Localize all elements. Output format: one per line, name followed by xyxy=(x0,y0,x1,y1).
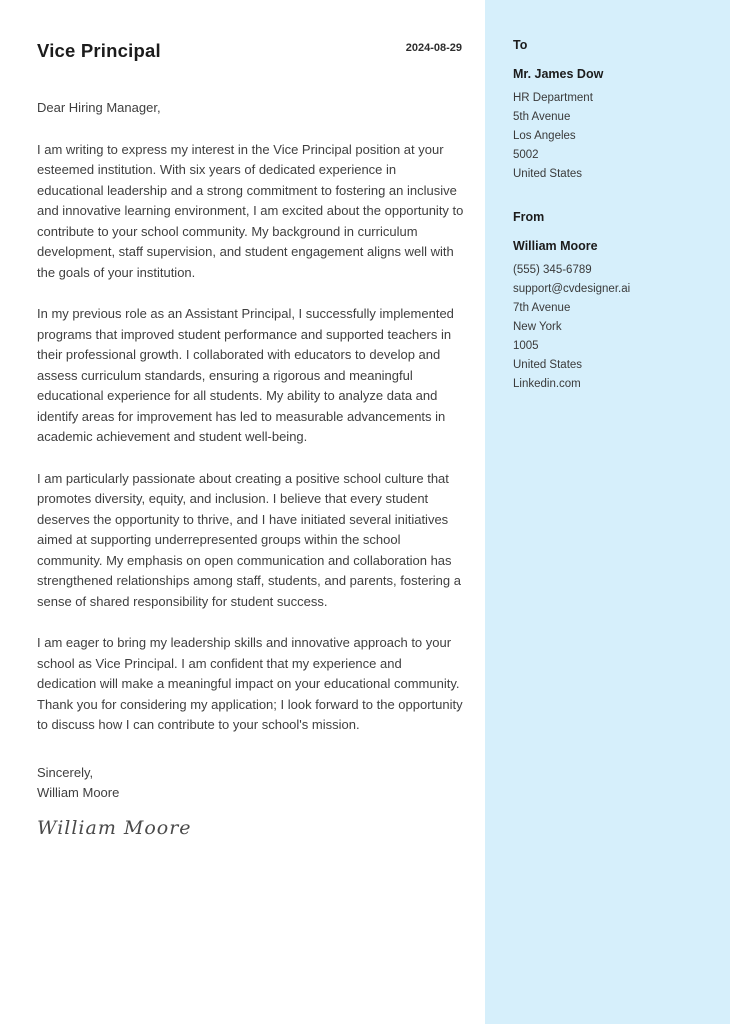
contact-sidebar xyxy=(485,0,730,1024)
recipient-country: United States xyxy=(513,168,583,180)
sender-country: United States xyxy=(513,359,583,371)
closing-sender-name: William Moore xyxy=(37,785,120,800)
recipient-name: Mr. James Dow xyxy=(513,67,604,81)
recipient-street: 5th Avenue xyxy=(513,111,571,123)
closing-block xyxy=(37,763,462,804)
letter-paragraph: In my previous role as an Assistant Principal, I successfully implemented programs that improved student performance and supported teachers in their professional growth. I collaborated with educators to develop and assess curriculum standards, ensuring a rigorous and meaningful educational experience for all students. My ability to analyze data and identify areas for improvement has led to measurable advancements in academic achievement and student well-being. xyxy=(37,306,454,444)
handwritten-signature: William Moore xyxy=(37,816,192,839)
sender-name: William Moore xyxy=(513,239,598,253)
from-section-label: From xyxy=(513,210,545,224)
sender-phone: (555) 345-6789 xyxy=(513,264,592,276)
recipient-section xyxy=(513,38,712,184)
sender-email: support@cvdesigner.ai xyxy=(513,283,631,295)
closing-phrase: Sincerely, xyxy=(37,764,94,780)
sender-linkedin: Linkedin.com xyxy=(513,378,581,390)
sender-street: 7th Avenue xyxy=(513,302,571,314)
recipient-zip: 5002 xyxy=(513,149,539,161)
sender-section xyxy=(513,210,712,394)
salutation: Dear Hiring Manager, xyxy=(37,100,161,115)
recipient-department: HR Department xyxy=(513,92,593,104)
letter-paragraph: I am writing to express my interest in the Vice Principal position at your esteemed institution. With six years of dedicated experience in educational leadership and a strong commitment to fostering an inclusive and innovative learning environment, I am excited about the opportunity to contribute to your school community. My background in curriculum development, staff supervision, and student engagement aligns well with the goals of your institution. xyxy=(37,141,464,280)
recipient-city: Los Angeles xyxy=(513,130,576,142)
letter-header xyxy=(37,36,462,62)
sender-city: New York xyxy=(513,321,562,333)
letter-title: Vice Principal xyxy=(37,40,161,61)
to-section-label: To xyxy=(513,38,528,52)
letter-paragraph: I am eager to bring my leadership skills and innovative approach to your school as Vice Principal. I am confident that my experience and dedication will make a meaningful impact on your educational community. Thank you for considering my application; I look forward to the opportunity to discuss how I can contribute to your school's mission. xyxy=(37,635,463,732)
letter-date: 2024-08-29 xyxy=(405,42,462,54)
letter-paragraph: I am particularly passionate about creating a positive school culture that promotes diversity, equity, and inclusion. I believe that every student deserves the opportunity to thrive, and I have initiated several initiatives aimed at supporting underrepresented groups within the school community. My emphasis on open communication and collaboration has strengthened relationships among staff, students, and parents, fostering a sense of shared responsibility for student success. xyxy=(37,470,461,609)
sender-zip: 1005 xyxy=(513,340,539,352)
